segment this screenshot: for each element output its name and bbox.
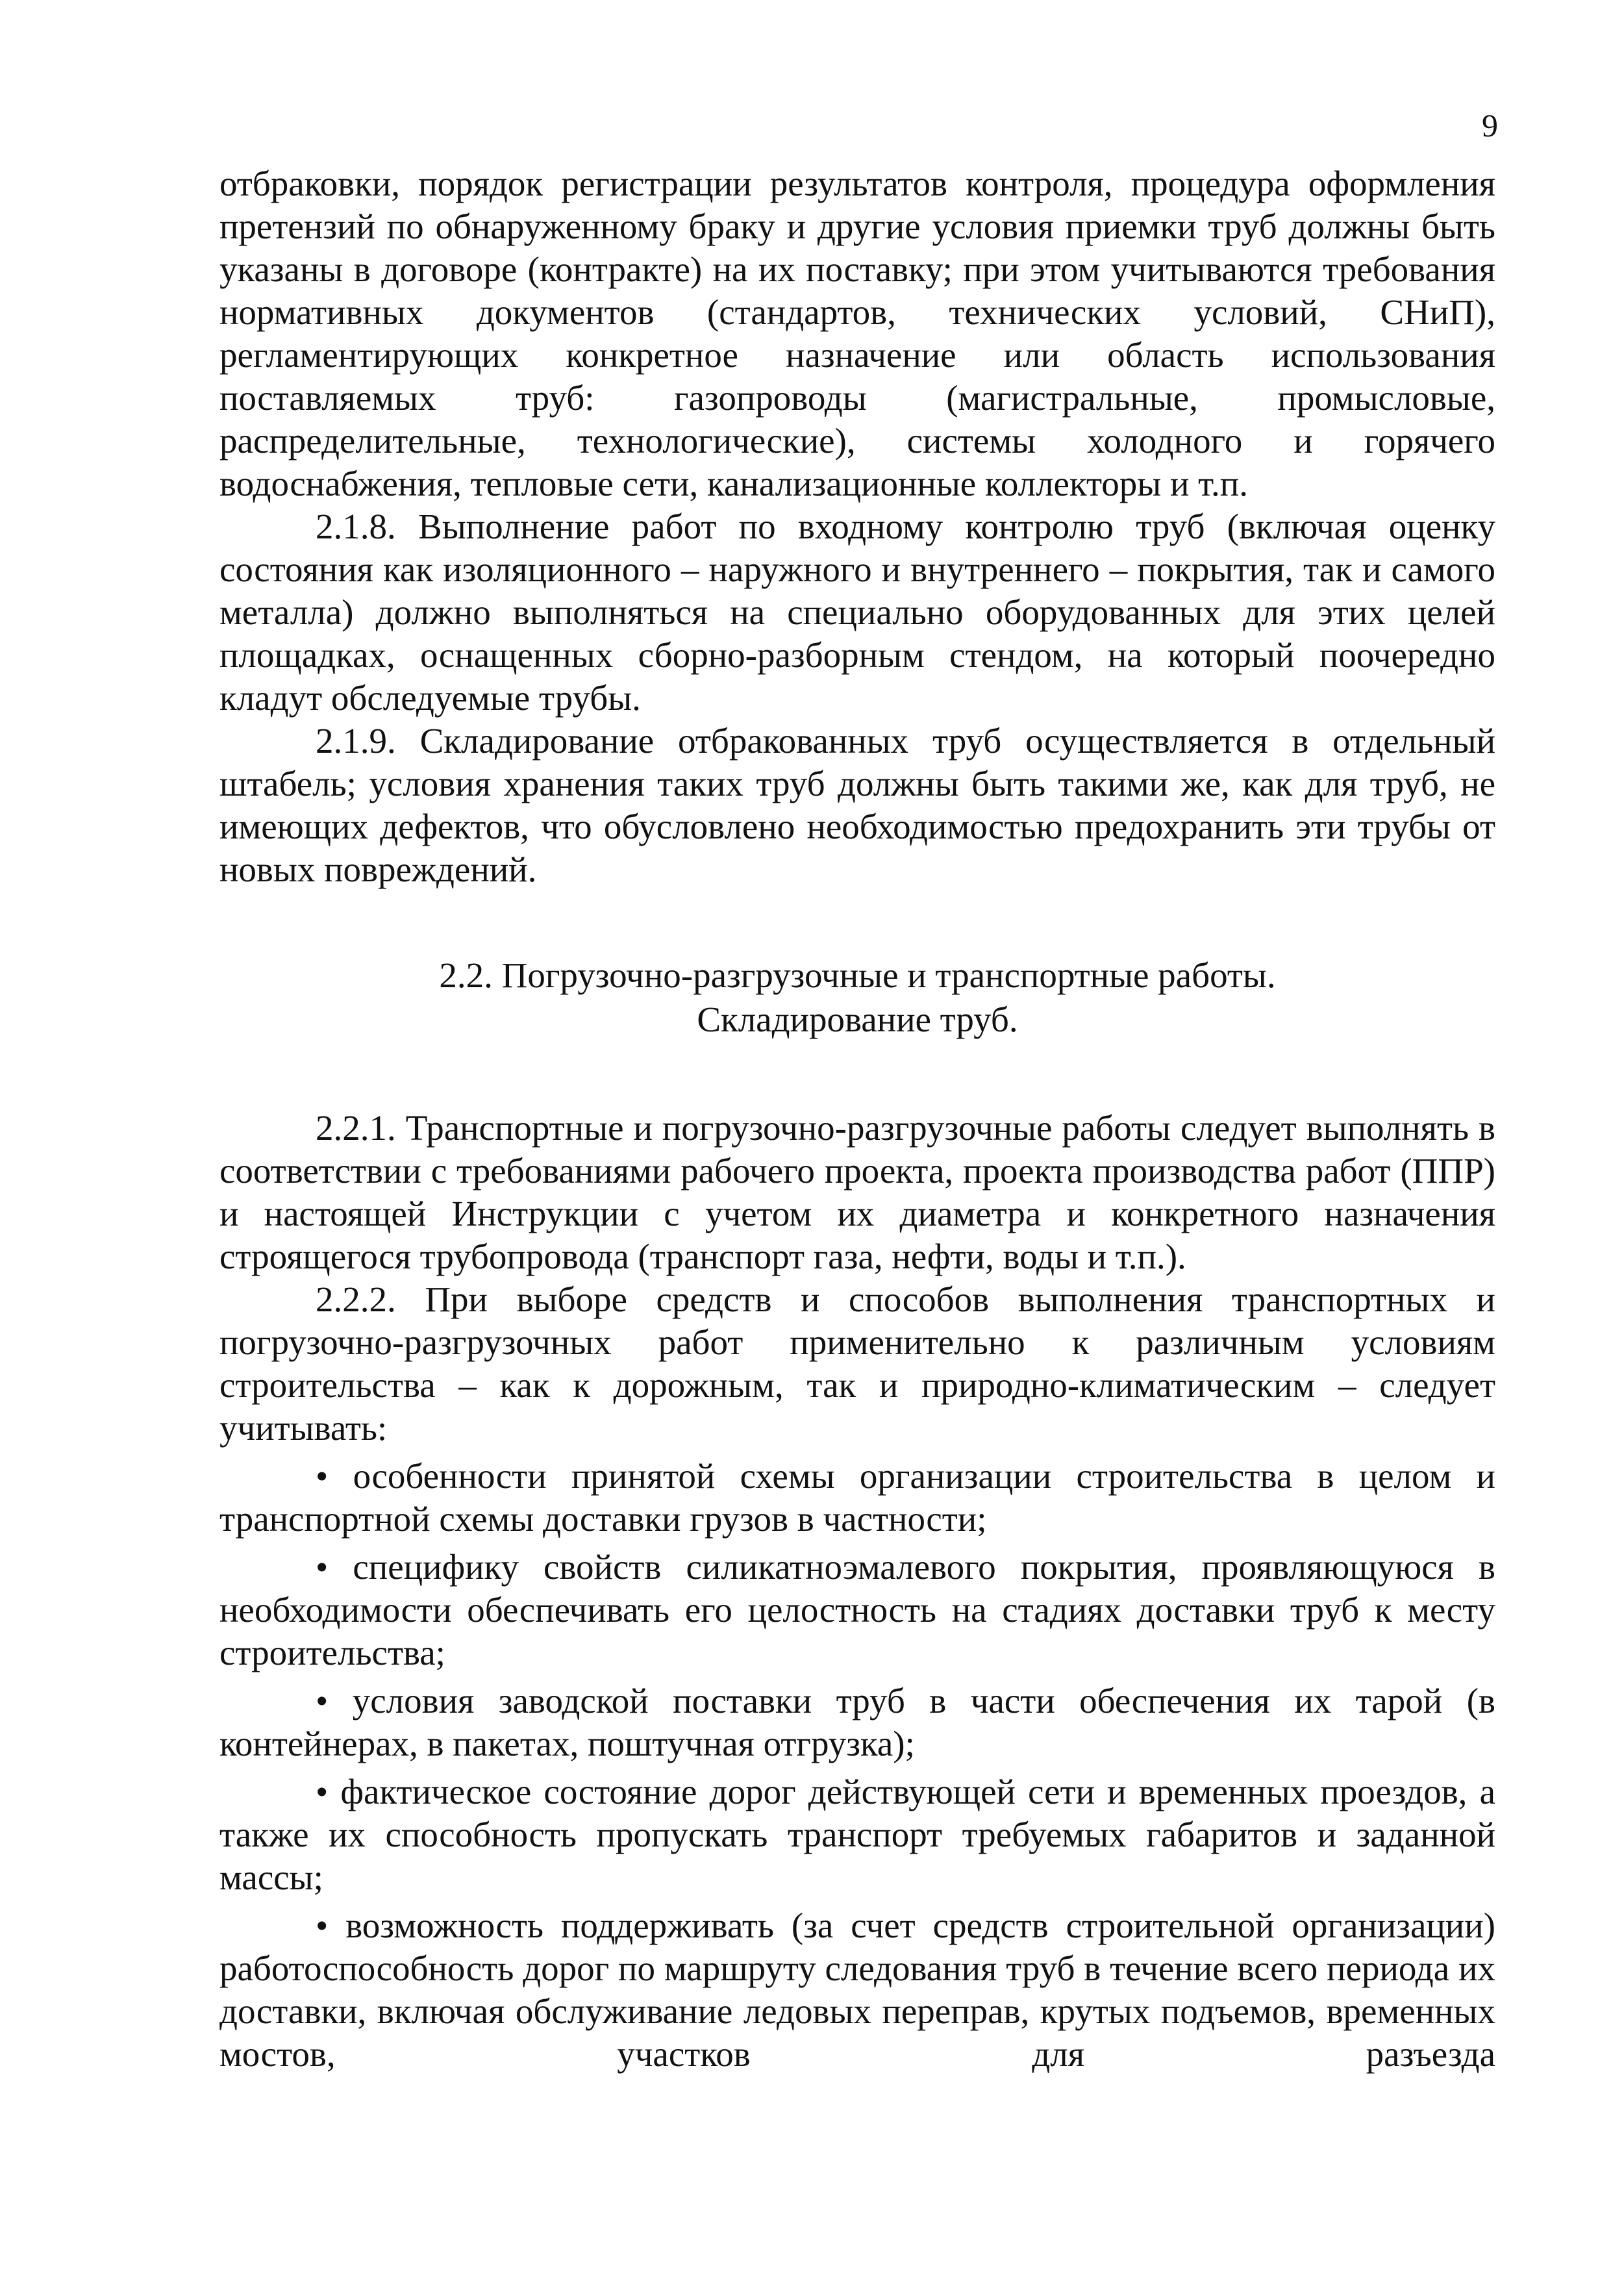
document-body <box>219 162 1495 2076</box>
list-item-text: фактическое состояние дорог действующей сети и временных проездов, а также их способность пропускать транспорт требуемых габаритов и заданной массы; <box>219 1772 1495 1897</box>
paragraph-2-1-9: 2.1.9. Складирование отбракованных труб осуществляется в отдельный штабель; условия хранения таких труб должны быть такими же, как для труб, не имеющих дефектов, что обусловлено необходимостью предохранить эти трубы от новых повреждений. <box>219 721 1495 889</box>
bullet-icon: • <box>316 1906 329 1945</box>
list-item <box>219 1680 1495 1765</box>
bullet-icon: • <box>316 1772 329 1811</box>
paragraph-2-1-8: 2.1.8. Выполнение работ по входному контролю труб (включая оценку состояния как изоляционного – наружного и внутреннего – покрытия, так и самого металла) должно выполняться на специально оборудованных для этих целей площадках, оснащенных сборно-разборным стендом, на который поочередно кладут обследуемые трубы. <box>219 507 1495 718</box>
page-number: 9 <box>1482 107 1498 144</box>
list-item <box>219 1904 1495 2076</box>
list-item-text: условия заводской поставки труб в части обеспечения их тарой (в контейнерах, в пакетах, поштучная отгрузка); <box>219 1681 1496 1763</box>
spacer <box>219 891 1495 953</box>
paragraph-intro: отбраковки, порядок регистрации результатов контроля, процедура оформления претензий по обнаруженному браку и другие условия приемки труб должны быть указаны в договоре (контракте) на их поставку; при этом учитываются требования нормативных документов (стандартов, технических условий, СНиП), регламентирующих конкретное назначение или область использования поставляемых труб: газопроводы (магистральные, промысловые, распределительные, технологические), системы холодного и горячего водоснабжения, тепловые сети, канализационные коллекторы и т.п. <box>219 164 1495 503</box>
list-item <box>219 1546 1495 1674</box>
bullet-icon: • <box>316 1547 329 1587</box>
spacer <box>219 1899 1495 1904</box>
paragraph-2-2-1: 2.2.1. Транспортные и погрузочно-разгрузочные работы следует выполнять в соответствии с требованиями рабочего проекта, проекта производства работ (ППР) и настоящей Инструкции с учетом их диаметра и конкретного назначения строящегося трубопровода (транспорт газа, нефти, воды и т.п.). <box>219 1108 1495 1276</box>
spacer <box>219 1450 1495 1455</box>
bullet-icon: • <box>316 1681 329 1720</box>
list-item <box>219 1771 1495 1899</box>
spacer <box>219 1541 1495 1546</box>
paragraph-2-2-2: 2.2.2. При выборе средств и способов выполнения транспортных и погрузочно-разгрузочных работ применительно к различным условиям строительства – как к дорожным, так и природно-климатическим – следует учитывать: <box>219 1279 1495 1448</box>
spacer <box>219 1674 1495 1680</box>
list-item <box>219 1455 1495 1541</box>
bullet-icon: • <box>316 1456 329 1496</box>
section-heading-line-2: Складирование труб. <box>697 1000 1018 1039</box>
list-item-text: возможность поддерживать (за счет средств строительной организации) работоспособность дорог по маршруту следования труб в течение всего периода их доставки, включая обслуживание ледовых переправ, крутых подъемов, временных мостов, участков для разъезда <box>219 1906 1495 2074</box>
spacer <box>219 1765 1495 1771</box>
spacer <box>219 1042 1495 1107</box>
section-heading-line-1: 2.2. Погрузочно-разгрузочные и транспортные работы. <box>439 955 1276 995</box>
list-item-text: особенности принятой схемы организации строительства в целом и транспортной схемы доставки грузов в частности; <box>219 1456 1495 1539</box>
list-item-text: специфику свойств силикатноэмалевого покрытия, проявляющуюся в необходимости обеспечивать его целостность на стадиях доставки труб к месту строительства; <box>219 1547 1496 1672</box>
